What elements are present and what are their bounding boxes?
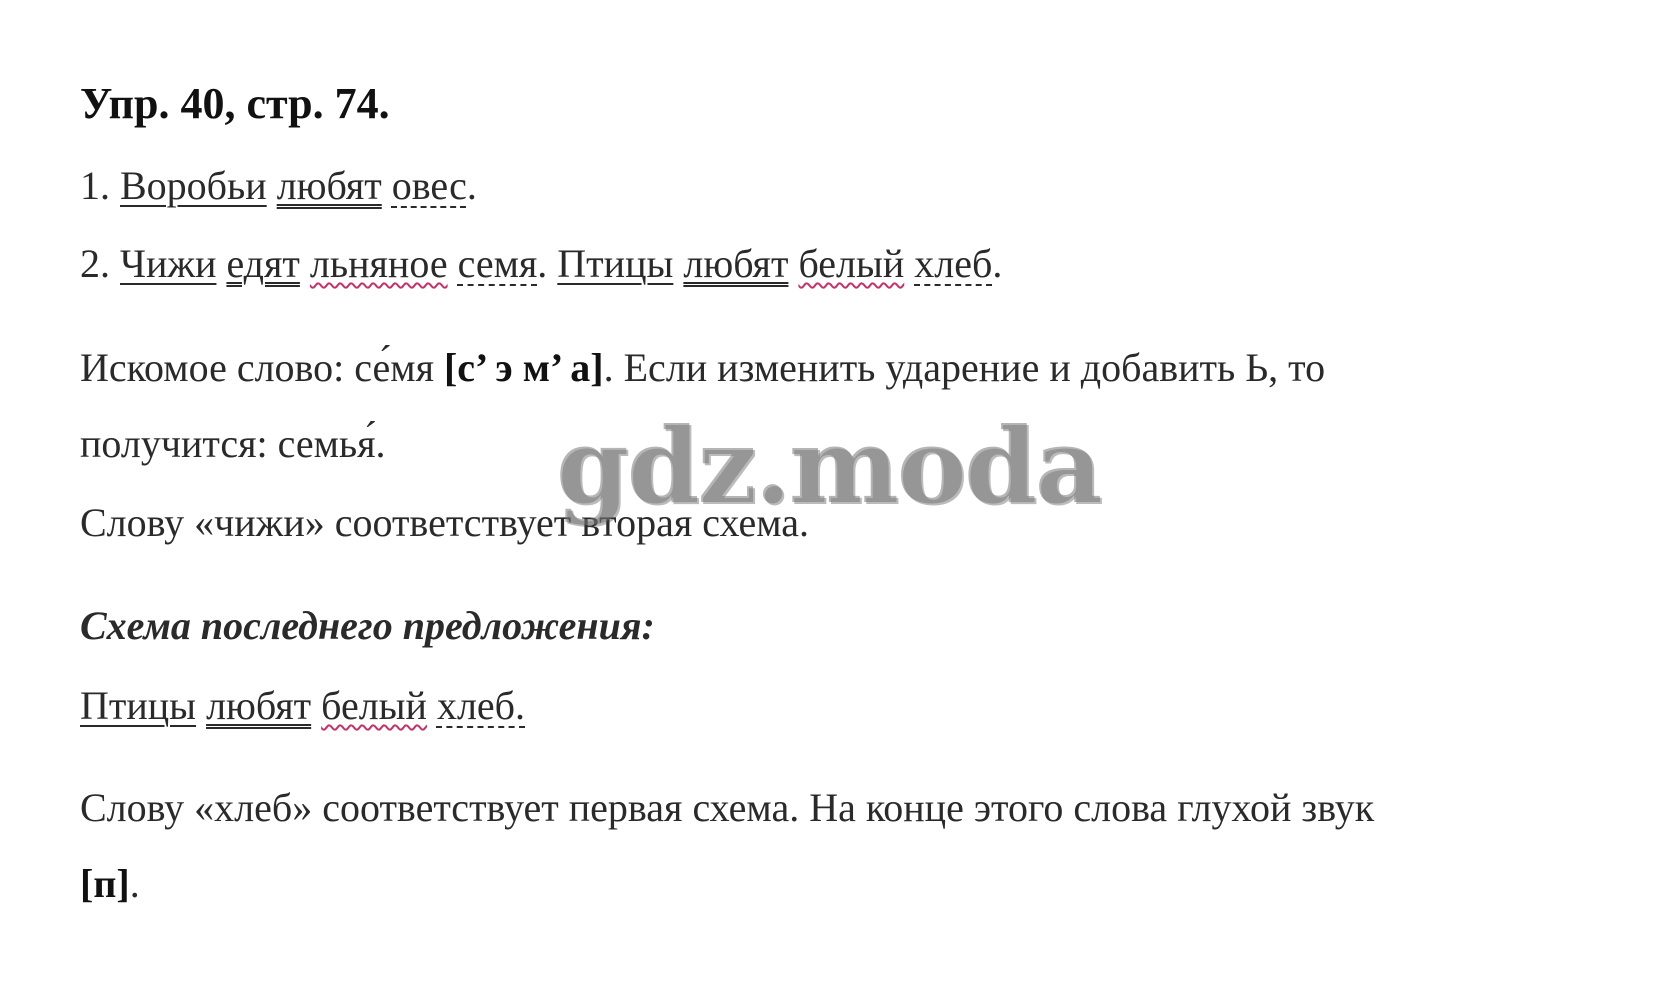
scheme-heading: Схема последнего предложения: — [80, 603, 655, 648]
paragraph-3-line-2 — [80, 861, 140, 906]
subject-word: Птицы — [557, 241, 674, 286]
predicate-word: любят — [276, 163, 382, 208]
subject-word: Воробьи — [120, 163, 267, 208]
paragraph-3-line-1: Слову «хлеб» соответствует первая схема. На конце этого слова глухой звук — [80, 785, 1375, 830]
attribute-word: льняное — [309, 241, 448, 286]
paragraph-2: Слову «чижи» соответствует вторая схема. — [80, 500, 810, 545]
paragraph-1-line-1 — [80, 345, 1326, 390]
exercise-title: Упр. 40, стр. 74. — [80, 79, 390, 128]
sentence-number: 1. — [80, 163, 110, 208]
text: Искомое слово: се́мя — [80, 345, 444, 390]
object-word: хлеб. — [436, 683, 526, 728]
object-word: хлеб — [914, 241, 993, 286]
text: . Если изменить ударение и добавить Ь, то — [603, 345, 1326, 390]
sentence-number: 2. — [80, 241, 110, 286]
object-word: овес — [391, 163, 467, 208]
period: . — [537, 241, 548, 286]
period: . — [992, 241, 1003, 286]
predicate-word: любят — [683, 241, 789, 286]
sound-transcription: [п] — [80, 861, 130, 906]
sentence-2 — [80, 241, 1003, 286]
predicate-word: едят — [226, 241, 300, 286]
watermark: gdz.moda — [556, 404, 1101, 527]
period: . — [466, 163, 477, 208]
period: . — [129, 861, 140, 906]
sentence-1 — [80, 163, 477, 208]
scheme-sentence — [80, 683, 526, 728]
predicate-word: любят — [206, 683, 312, 728]
attribute-word: белый — [798, 241, 905, 286]
subject-word: Птицы — [80, 683, 197, 728]
object-word: семя — [457, 241, 538, 286]
paragraph-1-line-2: получится: семья́. — [80, 421, 386, 466]
transcription: [с’ э м’ а] — [443, 345, 604, 390]
subject-word: Чижи — [120, 241, 217, 286]
attribute-word: белый — [321, 683, 427, 728]
